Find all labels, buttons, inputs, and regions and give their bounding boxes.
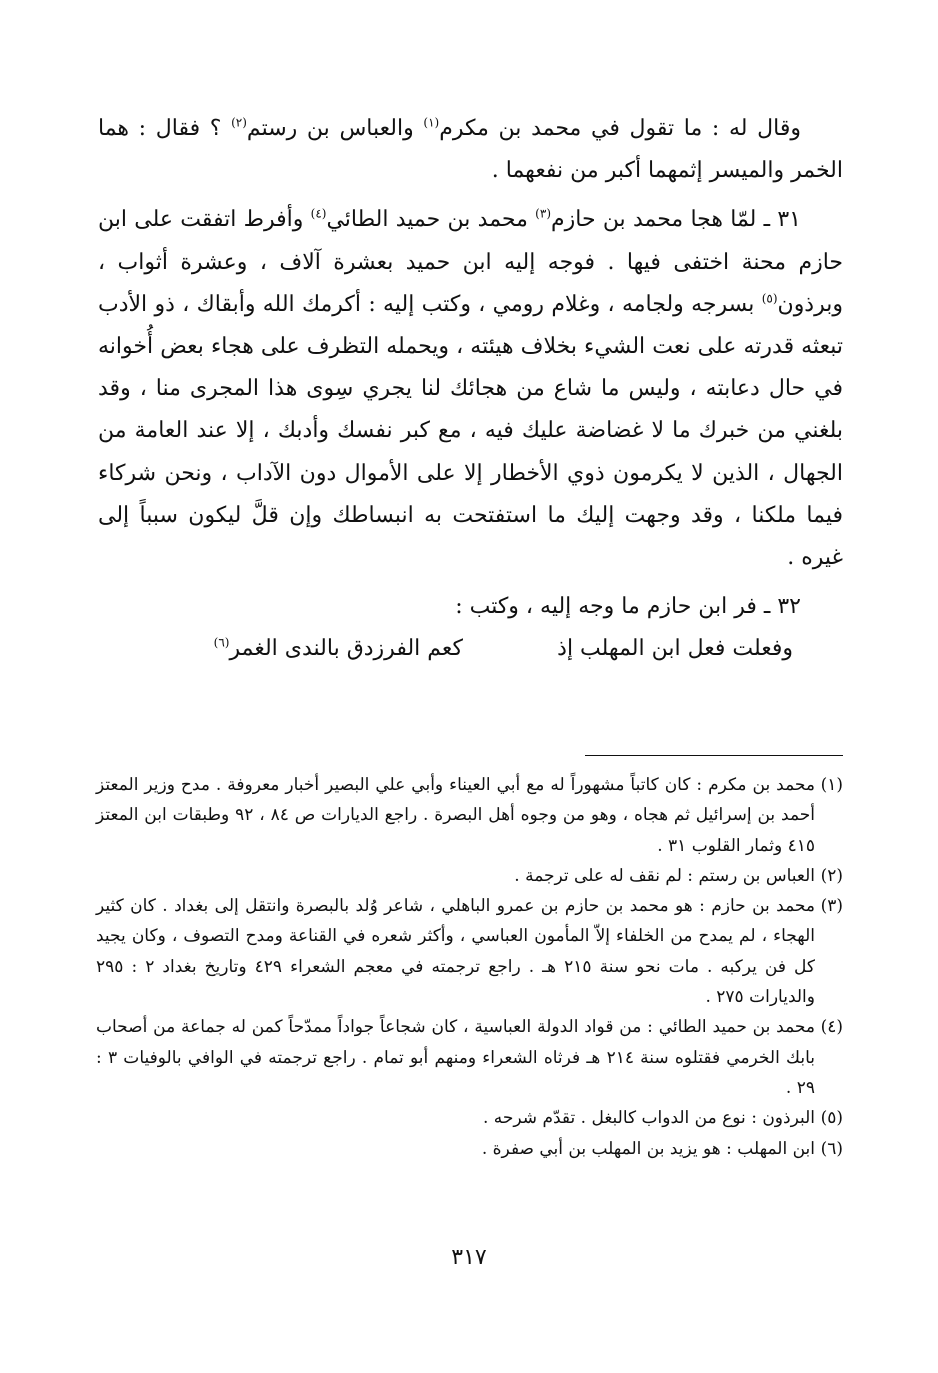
footnote-ref-4: (٤)	[310, 207, 327, 222]
footnote-text: محمد بن مكرم : كان كاتباً مشهوراً له مع أبي العيناء وأبي علي البصير أخبار معروفة . مدح وزير المعتز أحمد بن إسرائيل ثم هجاه ، وهو من وجوه أهل البصرة . راجع الديارات ص ٨٤ ، ٩٢ وطبقات ابن المعتز ٤١٥ وثمار القلوب ٣١ .	[96, 775, 816, 856]
paragraph-1-text-b: والعباس بن رستم	[246, 116, 424, 141]
footnote-number: (٤)	[820, 1017, 843, 1038]
footnote-ref-2: (٢)	[231, 115, 247, 130]
paragraph-31-text-d: بسرجه ولجامه ، وغلام رومي ، وكتب إليه : أكرمك الله وأبقاك ، ذو الأدب تبعثه قدرته على نعت الشيء بخلاف هيئته ، ويحمله التظرف على هجاء بعض أُخوانه في حال دعابته ، وليس ما شاع من هجائك لنا يجري سِوى هذا المجرى منا ، وقد بلغني من خبرك ما لا غضاضة عليك فيه ، مع كبر نفسك وأدبك ، إلا عند العامة من الجهال ، الذين لا يكرمون ذوي الأخطار إلا على الأموال دون الآداب ، ونحن شركاء فيما ملكنا ، وقد وجهت إليك ما استفتحت به انبساطك وإن قلَّ ليكون سبباً إلى غيره .	[98, 291, 843, 571]
footnote-text: محمد بن حازم : هو محمد بن حازم بن عمرو الباهلي ، شاعر وُلد بالبصرة وانتقل إلى بغداد . كان كثير الهجاء ، لم يمدح من الخلفاء إلاّ المأمون العباسي ، وأكثر شعره في القناعة ومدح التصوف ، وكان يجيد كل فن يركبه . مات نحو سنة ٢١٥ هـ . راجع ترجمته في معجم الشعراء ٤٢٩ وتاريخ بغداد ٢ : ٢٩٥ والديارات ٢٧٥ .	[96, 896, 815, 1008]
paragraph-32	[98, 586, 843, 628]
paragraph-1-text-c: ؟ فقال : هما الخمر والميسر إثمهما أكبر من نفعهما .	[98, 116, 843, 184]
verse-hemistich-second-text: كعم الفرزدق بالندى الغمر	[229, 636, 463, 662]
footnotes	[96, 770, 843, 1164]
footnote-ref-5: (٥)	[761, 291, 778, 306]
paragraph-31-text-b: محمد بن حميد الطائي	[326, 207, 536, 233]
main-text	[98, 108, 843, 670]
verse-hemistich-second	[214, 628, 463, 670]
footnote-ref-1: (١)	[423, 115, 440, 130]
footnote-text: البرذون : نوع من الدواب كالبغل . تقدّم شرحه .	[483, 1108, 815, 1129]
footnote-text: العباس بن رستم : لم نقف له على ترجمة .	[514, 865, 815, 886]
footnote-text: ابن المهلب : هو يزيد بن المهلب بن أبي صفرة .	[481, 1138, 815, 1159]
footnote-number: (٣)	[820, 896, 843, 917]
footnote-4	[96, 1012, 843, 1103]
paragraph-32-text: ٣٢ ـ فر ابن حازم ما وجه إليه ، وكتب :	[455, 594, 801, 620]
verse-line	[98, 628, 793, 670]
footnote-1	[96, 770, 843, 861]
footnote-number: (٢)	[820, 865, 843, 886]
paragraph-31-text-a: ٣١ ـ لمّا هجا محمد بن حازم	[551, 207, 801, 233]
footnote-ref-3: (٣)	[535, 207, 551, 222]
footnote-number: (١)	[820, 775, 843, 795]
footnote-ref-6: (٦)	[213, 636, 230, 651]
paragraph-1	[98, 108, 843, 192]
footnote-number: (٥)	[820, 1108, 843, 1129]
footnote-2	[96, 861, 843, 891]
footnote-6	[96, 1134, 843, 1164]
footnote-3	[96, 891, 843, 1012]
footnote-number: (٦)	[820, 1138, 843, 1159]
footnote-text: محمد بن حميد الطائي : من قواد الدولة العباسية ، كان شجاعاً جواداً ممدّحاً كمن له جماعة من أصحاب بابك الخرمي فقتلوه سنة ٢١٤ هـ فرثاه الشعراء ومنهم أبو تمام . راجع ترجمته في الوافي بالوفيات ٣ : ٢٩ .	[96, 1017, 815, 1098]
paragraph-1-text-a: وقال له : ما تقول في محمد بن مكرم	[439, 116, 801, 141]
footnote-5	[96, 1103, 843, 1133]
footnote-separator	[585, 755, 843, 756]
paragraph-31	[98, 199, 843, 579]
page-number: ٣١٧	[451, 1245, 487, 1270]
verse-hemistich-first: وفعلت فعل ابن المهلب إذ	[557, 636, 793, 662]
paragraph-31-text-c: وأفرط اتفقت على ابن حازم محنة اختفى فيها . فوجه إليه ابن حميد بعشرة آلاف ، وعشرة أثواب ، وبرذون	[98, 207, 843, 317]
